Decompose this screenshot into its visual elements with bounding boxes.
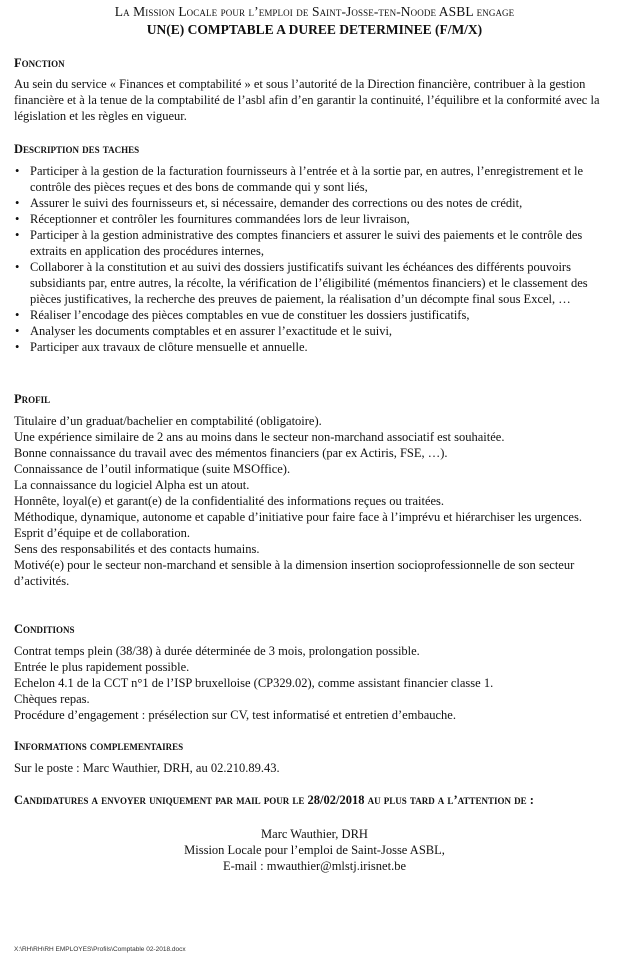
section-title-infos: Informations complementaires — [14, 739, 184, 753]
condition-line: Contrat temps plein (38/38) à durée déterminée de 3 mois, prolongation possible. — [14, 644, 420, 658]
condition-line: Echelon 4.1 de la CCT n°1 de l’ISP bruxelloise (CP329.02), comme assistant financier classe 1. — [14, 676, 494, 690]
conditions-list — [14, 643, 616, 723]
task-item: • Participer aux travaux de clôture mensuelle et annuelle. — [14, 339, 616, 355]
contact-organisation: Mission Locale pour l’emploi de Saint-Josse ASBL, — [184, 843, 445, 857]
section-title-fonction: Fonction — [14, 56, 65, 70]
fonction-text: Au sein du service « Finances et comptabilité » et sous l’autorité de la Direction financière, contribuer à la gestion financière et à la tenue de la comptabilité de l’asbl afin d’en garantir la continuité, l’équilibre et la conformité avec la législation et les règles en vigueur. — [14, 77, 600, 123]
condition-line: Entrée le plus rapidement possible. — [14, 660, 190, 674]
task-item: • Collaborer à la constitution et au suivi des dossiers justificatifs suivant les échéances des différents pouvoirs subsidiants par, entre autres, la récolte, la vérification de l’éligibilité (mémentos financiers) et le classement des pièces justificatives, la recherche des preuves de paiement, la réalisation d’un décompte final sous Excel, … — [14, 259, 616, 307]
profil-list — [14, 413, 616, 589]
header-job-title: UN(E) COMPTABLE A DUREE DETERMINEE (F/M/X) — [146, 22, 483, 37]
profil-line: Motivé(e) pour le secteur non-marchand et sensible à la dimension insertion socioprofessionnelle de son secteur d’activités. — [14, 558, 575, 588]
file-path-footer: X:\RH\RH\RH EMPLOYES\Profils\Comptable 02-2018.docx — [14, 946, 186, 953]
profil-line: Connaissance de l’outil informatique (suite MSOffice). — [14, 462, 291, 476]
profil-line: Honnête, loyal(e) et garant(e) de la confidentialité des informations reçues ou traitées. — [14, 494, 445, 508]
profil-line: Une expérience similaire de 2 ans au moins dans le secteur non-marchand associatif est souhaitée. — [14, 430, 505, 444]
section-title-profil: Profil — [14, 392, 51, 406]
task-item: • Assurer le suivi des fournisseurs et, si nécessaire, demander des corrections ou des notes de crédit, — [14, 195, 616, 211]
section-title-conditions: Conditions — [14, 622, 75, 636]
task-item: • Réaliser l’encodage des pièces comptables en vue de constituer les dossiers justificatifs, — [14, 307, 616, 323]
tasks-list — [14, 163, 616, 355]
task-item: • Participer à la gestion administrative des comptes financiers et assurer le suivi des paiements et le contrôle des extraits en application des procédures internes, — [14, 227, 616, 259]
section-title-taches: Description des taches — [14, 142, 140, 156]
contact-name: Marc Wauthier, DRH — [261, 827, 368, 841]
profil-line: Sens des responsabilités et des contacts humains. — [14, 542, 260, 556]
contact-block — [0, 826, 629, 874]
task-item: • Participer à la gestion de la facturation fournisseurs à l’entrée et à la sortie par, en autres, l’enregistrement et le contrôle des pièces reçues et des bons de commande qui y sont liés, — [14, 163, 616, 195]
contact-email: E-mail : mwauthier@mlstj.irisnet.be — [222, 859, 406, 873]
infos-text: Sur le poste : Marc Wauthier, DRH, au 02.210.89.43. — [14, 761, 280, 775]
task-item: • Analyser les documents comptables et en assurer l’exactitude et le suivi, — [14, 323, 616, 339]
condition-line: Procédure d’engagement : présélection sur CV, test informatisé et entretien d’embauche. — [14, 708, 456, 722]
task-item: • Réceptionner et contrôler les fournitures commandées lors de leur livraison, — [14, 211, 616, 227]
profil-line: Titulaire d’un graduat/bachelier en comptabilité (obligatoire). — [14, 414, 322, 428]
profil-line: Bonne connaissance du travail avec des mémentos financiers (par ex Actiris, FSE, …). — [14, 446, 448, 460]
section-title-candidatures: Candidatures a envoyer uniquement par mail pour le 28/02/2018 au plus tard a l’attention de : — [14, 793, 534, 807]
profil-line: Esprit d’équipe et de collaboration. — [14, 526, 190, 540]
profil-line: Méthodique, dynamique, autonome et capable d’initiative pour faire face à l’imprévu et hiérarchiser les urgences. — [14, 510, 582, 524]
profil-line: La connaissance du logiciel Alpha est un atout. — [14, 478, 250, 492]
condition-line: Chèques repas. — [14, 692, 90, 706]
header-line-1: La Mission Locale pour l’emploi de Saint-Josse-ten-Noode ASBL engage — [114, 4, 515, 19]
